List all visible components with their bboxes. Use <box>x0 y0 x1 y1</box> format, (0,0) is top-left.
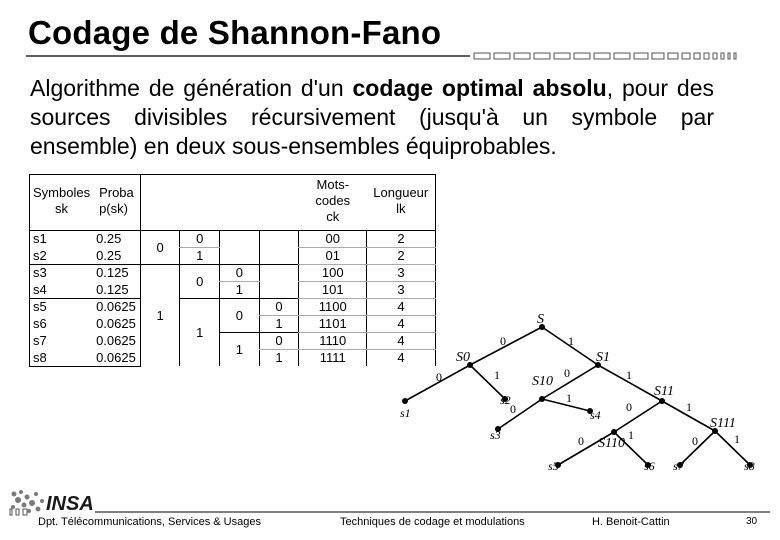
table-row <box>30 231 436 248</box>
tree-leaf-s7: s7 <box>673 459 684 473</box>
code-cell: 01 <box>299 248 367 265</box>
proba-cell: 0.125 <box>93 265 140 282</box>
table-header-row <box>30 175 436 231</box>
split2a-bottom: 1 <box>180 248 220 265</box>
edge-label-0: 0 <box>692 434 698 448</box>
tree-node-dot <box>402 398 408 404</box>
header-codewords-line2: codes <box>315 193 351 208</box>
length-cell: 4 <box>367 316 436 333</box>
tree-leaf-s4: s4 <box>590 408 601 422</box>
edge-label-1: 1 <box>686 400 692 414</box>
tree-node-s11: S11 <box>654 384 674 399</box>
split2b-top: 0 <box>180 265 220 299</box>
tree-node-s1: S1 <box>596 350 610 365</box>
header-proba-sub: p(sk) <box>99 201 128 216</box>
length-cell: 4 <box>367 333 436 350</box>
header-codewords-sub: ck <box>326 209 340 224</box>
intro-emphasis: codage optimal absolu <box>352 75 607 101</box>
split4a-top: 0 <box>259 299 299 316</box>
edge-label-0: 0 <box>510 402 516 416</box>
edge-root-s0 <box>470 327 542 365</box>
tree-node-s10: S10 <box>532 374 553 389</box>
split3b-top: 0 <box>220 299 260 333</box>
header-proba <box>93 175 140 231</box>
empty-cell <box>259 231 299 265</box>
length-cell: 3 <box>367 265 436 282</box>
intro-paragraph <box>30 74 714 161</box>
split2b-bottom: 1 <box>180 299 220 367</box>
tree-leaf-s2: s2 <box>500 393 511 407</box>
proba-cell: 0.0625 <box>93 316 140 333</box>
footer-department: Dpt. Télécommunications, Services & Usages <box>38 516 261 528</box>
header-codewords-line1: Mots- <box>316 177 350 192</box>
symbol-cell: s6 <box>30 316 94 333</box>
code-cell: 100 <box>299 265 367 282</box>
table-row <box>30 299 436 316</box>
table-row <box>30 282 436 299</box>
symbol-cell: s7 <box>30 333 94 350</box>
shannon-fano-table <box>29 174 436 367</box>
header-proba-label: Proba <box>99 185 134 200</box>
symbol-cell: s1 <box>30 231 94 248</box>
header-length-label: Longueur <box>373 185 429 200</box>
code-cell: 101 <box>299 282 367 299</box>
symbol-cell: s8 <box>30 350 94 367</box>
edge-label-0: 0 <box>564 366 570 380</box>
code-cell: 1110 <box>299 333 367 350</box>
header-symbol-sub: sk <box>55 201 69 216</box>
intro-text-end: , pour des sources divisibles récursivement (jusqu'à un symbole par ensemble) en deux sous-ensembles équiprobables. <box>30 75 714 159</box>
tree-node-s111: S111 <box>710 416 736 431</box>
edge-label-1: 1 <box>626 368 632 382</box>
footer-course: Techniques de codage et modulations <box>340 516 525 528</box>
edge-label-0: 0 <box>578 434 584 448</box>
insa-logo <box>8 488 100 516</box>
footer-author: H. Benoit-Cattin <box>592 516 670 528</box>
split4b-top: 0 <box>259 333 299 350</box>
header-length-sub: lk <box>396 201 406 216</box>
code-cell: 1111 <box>299 350 367 367</box>
symbol-cell: s4 <box>30 282 94 299</box>
intro-text-start: Algorithme de génération d'un <box>30 75 353 101</box>
edge-label-1: 1 <box>734 432 740 446</box>
split2a-top: 0 <box>180 231 220 248</box>
header-symbol-label: Symboles <box>33 185 91 200</box>
tree-leaf-s6: s6 <box>644 459 655 473</box>
symbol-cell: s2 <box>30 248 94 265</box>
tree-leaf-s1: s1 <box>400 406 411 420</box>
edge-label-1: 1 <box>628 428 634 442</box>
tree-leaf-s3: s3 <box>490 428 501 442</box>
tree-leaf-labels <box>400 393 755 473</box>
slide-title: Codage de Shannon-Fano <box>28 14 442 51</box>
page-number: 30 <box>746 516 758 527</box>
length-cell: 2 <box>367 231 436 248</box>
edge-label-0: 0 <box>626 400 632 414</box>
split1-bottom: 1 <box>140 265 180 367</box>
code-cell: 1101 <box>299 316 367 333</box>
split3a-bottom: 1 <box>220 282 260 299</box>
tree-node-s110: S110 <box>598 436 625 451</box>
split4b-bottom: 1 <box>259 350 299 367</box>
empty-cell <box>220 231 260 265</box>
symbol-cell: s3 <box>30 265 94 282</box>
header-split-area <box>140 175 299 231</box>
edge-s11-s110 <box>614 401 662 432</box>
proba-cell: 0.25 <box>93 248 140 265</box>
symbol-cell: s5 <box>30 299 94 316</box>
tree-edge-labels <box>436 334 740 448</box>
edge-label-1: 1 <box>494 368 500 382</box>
table-row <box>30 333 436 350</box>
proba-cell: 0.25 <box>93 231 140 248</box>
edge-label-1: 1 <box>568 334 574 348</box>
split4a-bottom: 1 <box>259 316 299 333</box>
split1-top: 0 <box>156 239 164 255</box>
header-length <box>367 175 436 231</box>
logo-text: INSA <box>46 493 94 515</box>
tree-node-dot <box>539 396 545 402</box>
table-row <box>30 265 436 282</box>
split3b-bottom: 1 <box>220 333 260 367</box>
edge-label-1: 1 <box>566 391 572 405</box>
proba-cell: 0.0625 <box>93 299 140 316</box>
proba-cell: 0.125 <box>93 282 140 299</box>
header-codewords <box>299 175 367 231</box>
length-cell: 4 <box>367 350 436 367</box>
length-cell: 4 <box>367 299 436 316</box>
header-symbol <box>30 175 94 231</box>
tree-leaf-s8: s8 <box>744 459 755 473</box>
code-cell: 1100 <box>299 299 367 316</box>
length-cell: 2 <box>367 248 436 265</box>
proba-cell: 0.0625 <box>93 333 140 350</box>
edge-label-0: 0 <box>500 334 506 348</box>
code-cell: 00 <box>299 231 367 248</box>
tree-node-root: S <box>537 312 544 327</box>
tree-node-s0: S0 <box>456 350 470 365</box>
edge-label-0: 0 <box>436 370 442 384</box>
proba-cell: 0.0625 <box>93 350 140 367</box>
length-cell: 3 <box>367 282 436 299</box>
tree-leaf-s5: s5 <box>548 459 559 473</box>
split3a-top: 0 <box>220 265 260 282</box>
code-tree <box>390 305 770 480</box>
empty-cell <box>259 265 299 299</box>
logo-dots-icon <box>11 490 44 513</box>
tree-node-dot <box>611 429 617 435</box>
